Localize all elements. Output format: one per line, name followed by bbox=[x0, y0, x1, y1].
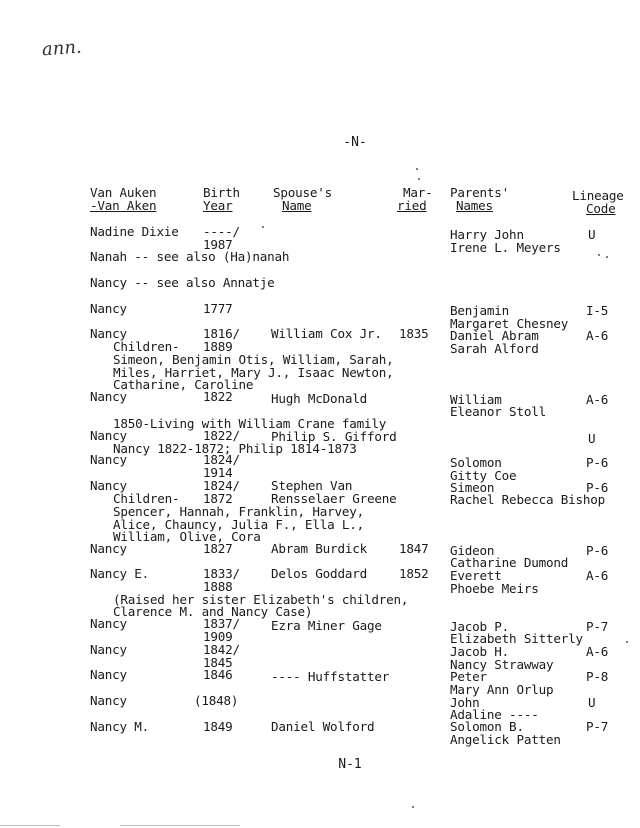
header-lineage-2: Code bbox=[586, 201, 616, 216]
header-surname-2: -Van Aken bbox=[90, 198, 157, 213]
children-label: Children- bbox=[113, 339, 180, 354]
entry-lineage: U bbox=[588, 431, 596, 446]
entry-name: Nancy bbox=[90, 389, 127, 404]
entry-death: 1914 bbox=[203, 465, 233, 480]
entry-birth: 1822/ bbox=[203, 428, 240, 443]
entry-spouse: Stephen Van bbox=[271, 478, 353, 493]
scan-speck bbox=[262, 226, 264, 228]
entry-birth: 1816/ bbox=[203, 326, 240, 341]
children-list: Miles, Harriet, Mary J., Isaac Newton, bbox=[113, 365, 394, 380]
entry-birth: 1827 bbox=[203, 541, 233, 556]
entry-spouse: Delos Goddard bbox=[271, 566, 367, 581]
entry-lineage: A-6 bbox=[586, 392, 609, 407]
entry-birth: ----/ bbox=[203, 224, 240, 239]
entry-name: Nancy bbox=[90, 326, 127, 341]
entry-name: Nancy bbox=[90, 642, 127, 657]
entry-lineage: P-6 bbox=[586, 455, 609, 470]
header-married-1: Mar- bbox=[403, 185, 433, 200]
entry-lineage: A-6 bbox=[586, 644, 609, 659]
children-list: Spencer, Hannah, Franklin, Harvey, bbox=[113, 504, 364, 519]
page-number: N-1 bbox=[338, 757, 362, 772]
header-parents-2: Names bbox=[456, 198, 493, 213]
entry-parent: Gideon bbox=[450, 543, 495, 558]
entry-spouse: Ezra Miner Gage bbox=[271, 618, 382, 633]
entry-name: Nancy E. bbox=[90, 566, 150, 581]
entry-parent: Angelick Patten bbox=[450, 732, 561, 747]
entry-name: Nancy bbox=[90, 452, 127, 467]
entry-birth: (1848) bbox=[194, 693, 239, 708]
entry-parent: Phoebe Meirs bbox=[450, 581, 539, 596]
entry-spouse: ---- Huffstatter bbox=[271, 669, 390, 684]
entry-name: Nancy bbox=[90, 616, 127, 631]
entry-name: Nancy bbox=[90, 667, 127, 682]
entry-lineage: P-8 bbox=[586, 669, 609, 684]
entry-parent: Peter bbox=[450, 669, 487, 684]
entry-parent: Solomon B. bbox=[450, 719, 524, 734]
header-married-2: ried bbox=[397, 198, 427, 213]
entry-parent: John bbox=[450, 695, 480, 710]
entry-death: 1872 bbox=[203, 491, 233, 506]
entry-name: Nancy bbox=[90, 541, 127, 556]
entry-parent: Mary Ann Orlup bbox=[450, 682, 554, 697]
entry-lineage: P-6 bbox=[586, 480, 609, 495]
header-lineage-1: Lineage bbox=[572, 188, 624, 203]
entry-lineage: A-6 bbox=[586, 328, 609, 343]
children-list: Alice, Chauncy, Julia F., Ella L., bbox=[113, 517, 364, 532]
scan-speck bbox=[598, 254, 600, 256]
entry-death: 1909 bbox=[203, 629, 233, 644]
children-list: Simeon, Benjamin Otis, William, Sarah, bbox=[113, 352, 394, 367]
entry-spouse: Daniel Wolford bbox=[271, 719, 375, 734]
entry-birth: 1837/ bbox=[203, 616, 240, 631]
header-birth-1: Birth bbox=[203, 185, 240, 200]
entry-parent: Catharine Dumond bbox=[450, 555, 569, 570]
entry-parent: Nancy Strawway bbox=[450, 657, 554, 672]
entry-parent: Elizabeth Sitterly bbox=[450, 631, 583, 646]
children-list: William, Olive, Cora bbox=[113, 529, 261, 544]
entry-birth: 1849 bbox=[203, 719, 233, 734]
entry-parent: William bbox=[450, 392, 502, 407]
entry-lineage: P-7 bbox=[586, 719, 609, 734]
header-surname-1: Van Auken bbox=[90, 185, 157, 200]
header-spouse-2: Name bbox=[282, 198, 312, 213]
entry-birth: 1833/ bbox=[203, 566, 240, 581]
entry-birth: 1777 bbox=[203, 301, 233, 316]
entry-spouse: Philip S. Gifford bbox=[271, 429, 397, 444]
entry-lineage: I-5 bbox=[586, 303, 609, 318]
entry-death: 1987 bbox=[203, 237, 233, 252]
header-spouse-1: Spouse's bbox=[273, 185, 333, 200]
entry-parent: Solomon bbox=[450, 455, 502, 470]
entry-name: Nancy M. bbox=[90, 719, 150, 734]
see-also-note: Nancy -- see also Annatje bbox=[90, 275, 275, 290]
entry-birth: 1842/ bbox=[203, 642, 240, 657]
entry-lineage: P-6 bbox=[586, 543, 609, 558]
entry-parent: Simeon bbox=[450, 480, 495, 495]
scan-speck bbox=[416, 168, 418, 170]
entry-spouse: Rensselaer Greene bbox=[271, 491, 397, 506]
entry-lineage: U bbox=[588, 695, 596, 710]
entry-death: 1889 bbox=[203, 339, 233, 354]
entry-note: (Raised her sister Elizabeth's children, bbox=[113, 592, 409, 607]
entry-name: Nancy bbox=[90, 478, 127, 493]
entry-parent: Margaret Chesney bbox=[450, 316, 569, 331]
entry-name: Nancy bbox=[90, 693, 127, 708]
entry-name: Nancy bbox=[90, 301, 127, 316]
scan-speck bbox=[626, 641, 628, 643]
entry-birth: 1822 bbox=[203, 389, 233, 404]
scan-artifact bbox=[120, 825, 240, 826]
scan-artifact bbox=[0, 825, 60, 826]
entry-parent: Rachel Rebecca Bishop bbox=[450, 492, 606, 507]
entry-lineage: U bbox=[588, 227, 596, 242]
see-also-note: Nanah -- see also (Ha)nanah bbox=[90, 249, 290, 264]
entry-note: 1850-Living with William Crane family bbox=[113, 416, 387, 431]
header-parents-1: Parents' bbox=[450, 185, 510, 200]
entry-parent: Adaline ---- bbox=[450, 707, 539, 722]
entry-parent: Jacob P. bbox=[450, 619, 510, 634]
children-list: Catharine, Caroline bbox=[113, 377, 254, 392]
entry-name: Nadine Dixie bbox=[90, 224, 179, 239]
entry-parent: Sarah Alford bbox=[450, 341, 539, 356]
children-label: Children- bbox=[113, 491, 180, 506]
entry-spouse: Abram Burdick bbox=[271, 541, 367, 556]
entry-parent: Jacob H. bbox=[450, 644, 510, 659]
handwritten-note: ann. bbox=[41, 36, 83, 61]
entry-parent: Everett bbox=[450, 568, 502, 583]
entry-birth: 1824/ bbox=[203, 452, 240, 467]
entry-parent: Daniel Abram bbox=[450, 328, 539, 343]
entry-name: Nancy bbox=[90, 428, 127, 443]
entry-parent: Eleanor Stoll bbox=[450, 404, 546, 419]
section-letter: -N- bbox=[343, 135, 367, 150]
entry-note: Clarence M. and Nancy Case) bbox=[113, 604, 313, 619]
entry-birth: 1846 bbox=[203, 667, 233, 682]
entry-lineage: P-7 bbox=[586, 619, 609, 634]
entry-parent: Harry John bbox=[450, 227, 524, 242]
entry-parent: Benjamin bbox=[450, 303, 510, 318]
entry-married: 1852 bbox=[399, 566, 429, 581]
entry-spouse: William Cox Jr. bbox=[271, 326, 382, 341]
entry-death: 1888 bbox=[203, 579, 233, 594]
entry-note: Nancy 1822-1872; Philip 1814-1873 bbox=[113, 441, 357, 456]
entry-married: 1847 bbox=[399, 541, 429, 556]
scan-speck bbox=[418, 178, 420, 180]
entry-parent: Irene L. Meyers bbox=[450, 240, 561, 255]
scan-speck bbox=[606, 256, 608, 258]
header-birth-2: Year bbox=[203, 198, 233, 213]
entry-lineage: A-6 bbox=[586, 568, 609, 583]
entry-spouse: Hugh McDonald bbox=[271, 391, 367, 406]
entry-birth: 1824/ bbox=[203, 478, 240, 493]
entry-parent: Gitty Coe bbox=[450, 468, 517, 483]
entry-death: 1845 bbox=[203, 655, 233, 670]
scan-speck bbox=[412, 806, 414, 808]
entry-married: 1835 bbox=[399, 326, 429, 341]
